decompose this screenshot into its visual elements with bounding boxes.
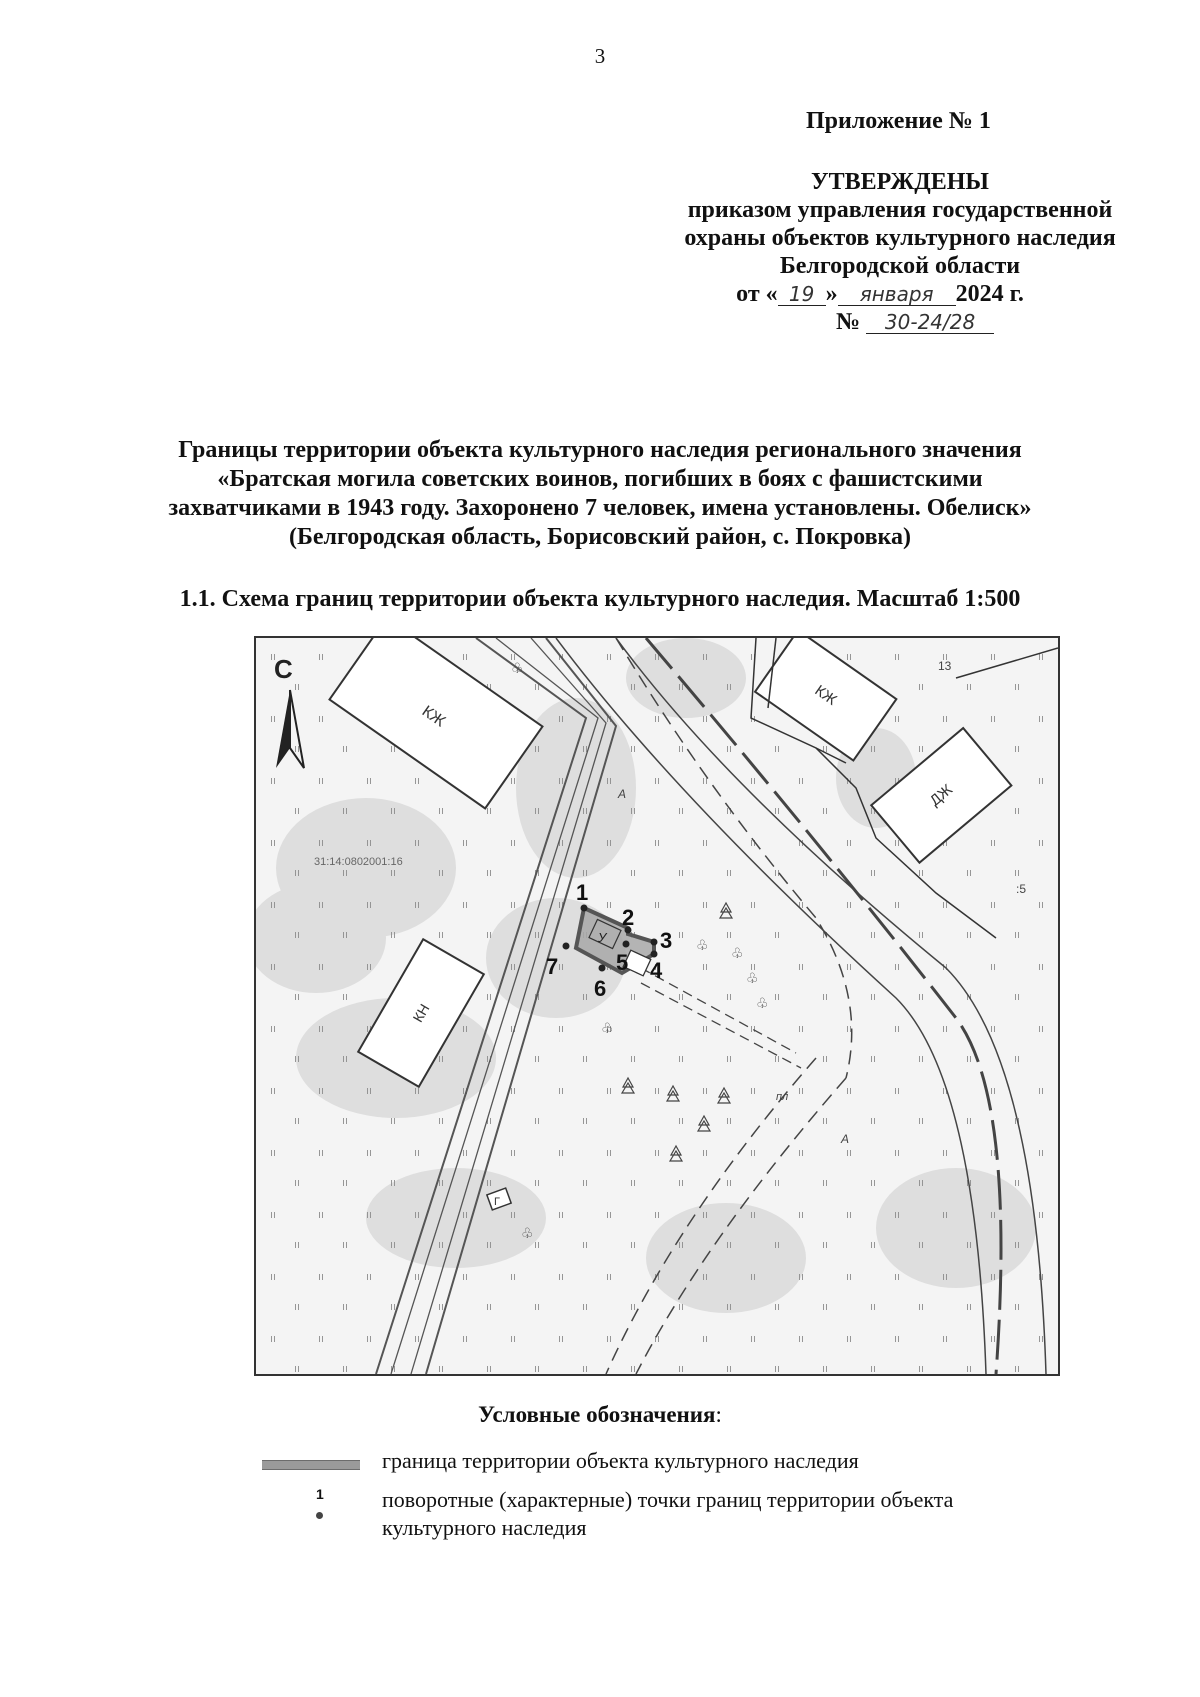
date-day: 19 [778, 283, 826, 306]
legend-point-marker [316, 1512, 323, 1519]
number-prefix: № [835, 309, 861, 335]
svg-text:♧: ♧ [521, 1226, 534, 1242]
road-label-a-1: А [618, 787, 627, 801]
svg-text:♧: ♧ [746, 971, 759, 987]
boundary-point-6 [599, 965, 606, 972]
point-label-4: 4 [650, 958, 663, 983]
svg-text:♧: ♧ [756, 996, 769, 1012]
point-label-6: 6 [594, 976, 607, 1001]
building-label-1: КЖ [418, 702, 449, 731]
boundary-point-1 [581, 905, 588, 912]
legend-boundary-text: граница территории объекта культурного наследия [382, 1448, 859, 1473]
approval-line-1: приказом управления государственной [687, 197, 1113, 223]
legend-title-text: Условные обозначения [478, 1402, 716, 1427]
north-label: С [274, 654, 293, 684]
approval-number [670, 308, 1160, 336]
building-label-4: КН [409, 1001, 433, 1025]
svg-text:♧: ♧ [511, 661, 524, 677]
date-prefix: от « [736, 281, 778, 307]
area-label-pl: пл [776, 1091, 789, 1103]
boundary-point-4 [651, 951, 658, 958]
title-line-3: захватчиками в 1943 году. Захоронено 7 человек, имена установлены. Обелиск» [168, 495, 1032, 521]
point-label-1: 1 [576, 880, 589, 905]
title-line-1: Границы территории объекта культурного наследия регионального значения [178, 437, 1022, 463]
document-title [100, 436, 1100, 552]
boundary-point-7 [563, 943, 570, 950]
building-label-2: КЖ [811, 681, 840, 709]
legend-point-label: 1 [316, 1486, 324, 1502]
approval-line-2: охраны объектов культурного наследия [684, 225, 1116, 251]
point-label-5: 5 [616, 950, 629, 975]
svg-text:♧: ♧ [696, 938, 709, 954]
small-object-label: Г [494, 1196, 500, 1208]
order-number: 30-24/28 [866, 311, 994, 334]
title-line-4: (Белгородская область, Борисовский район, с. Покровка) [289, 524, 911, 550]
approval-heading: УТВЕРЖДЕНЫ [811, 169, 989, 195]
house-number-5: :5 [1016, 882, 1027, 896]
boundary-point-3 [651, 939, 658, 946]
approval-block [640, 168, 1160, 336]
legend-boundary-swatch [262, 1460, 360, 1470]
title-line-2: «Братская могила советских воинов, погибших в боях с фашистскими [217, 466, 983, 492]
appendix-text: Приложение № 1 [806, 108, 991, 134]
boundary-point-5 [623, 941, 630, 948]
monument-symbol: У [598, 930, 607, 945]
building-label-3: ДЖ [926, 781, 956, 810]
approval-date [600, 280, 1160, 308]
approval-line-3: Белгородской области [779, 253, 1021, 279]
point-label-2: 2 [622, 905, 635, 930]
parcel-id: 31:14:0802001:16 [314, 856, 403, 868]
boundary-map [254, 636, 1060, 1376]
date-year: 2024 г. [955, 281, 1024, 307]
date-mid: » [825, 281, 838, 307]
svg-text:♧: ♧ [731, 946, 744, 962]
road-label-a-2: А [841, 1132, 850, 1146]
legend-title-colon: : [715, 1402, 722, 1427]
point-label-3: 3 [660, 928, 673, 953]
map-canvas [256, 638, 1058, 1374]
point-label-7: 7 [546, 954, 559, 979]
svg-text:♧: ♧ [601, 1021, 614, 1037]
page-number: 3 [594, 44, 606, 68]
legend-points-text: поворотные (характерные) точки границ территории объекта культурного наследия [382, 1487, 954, 1540]
date-month: января [838, 283, 956, 306]
house-number-13: 13 [938, 659, 952, 673]
scheme-heading: 1.1. Схема границ территории объекта культурного наследия. Масштаб 1:500 [179, 586, 1021, 612]
legend-title [0, 1402, 1200, 1428]
